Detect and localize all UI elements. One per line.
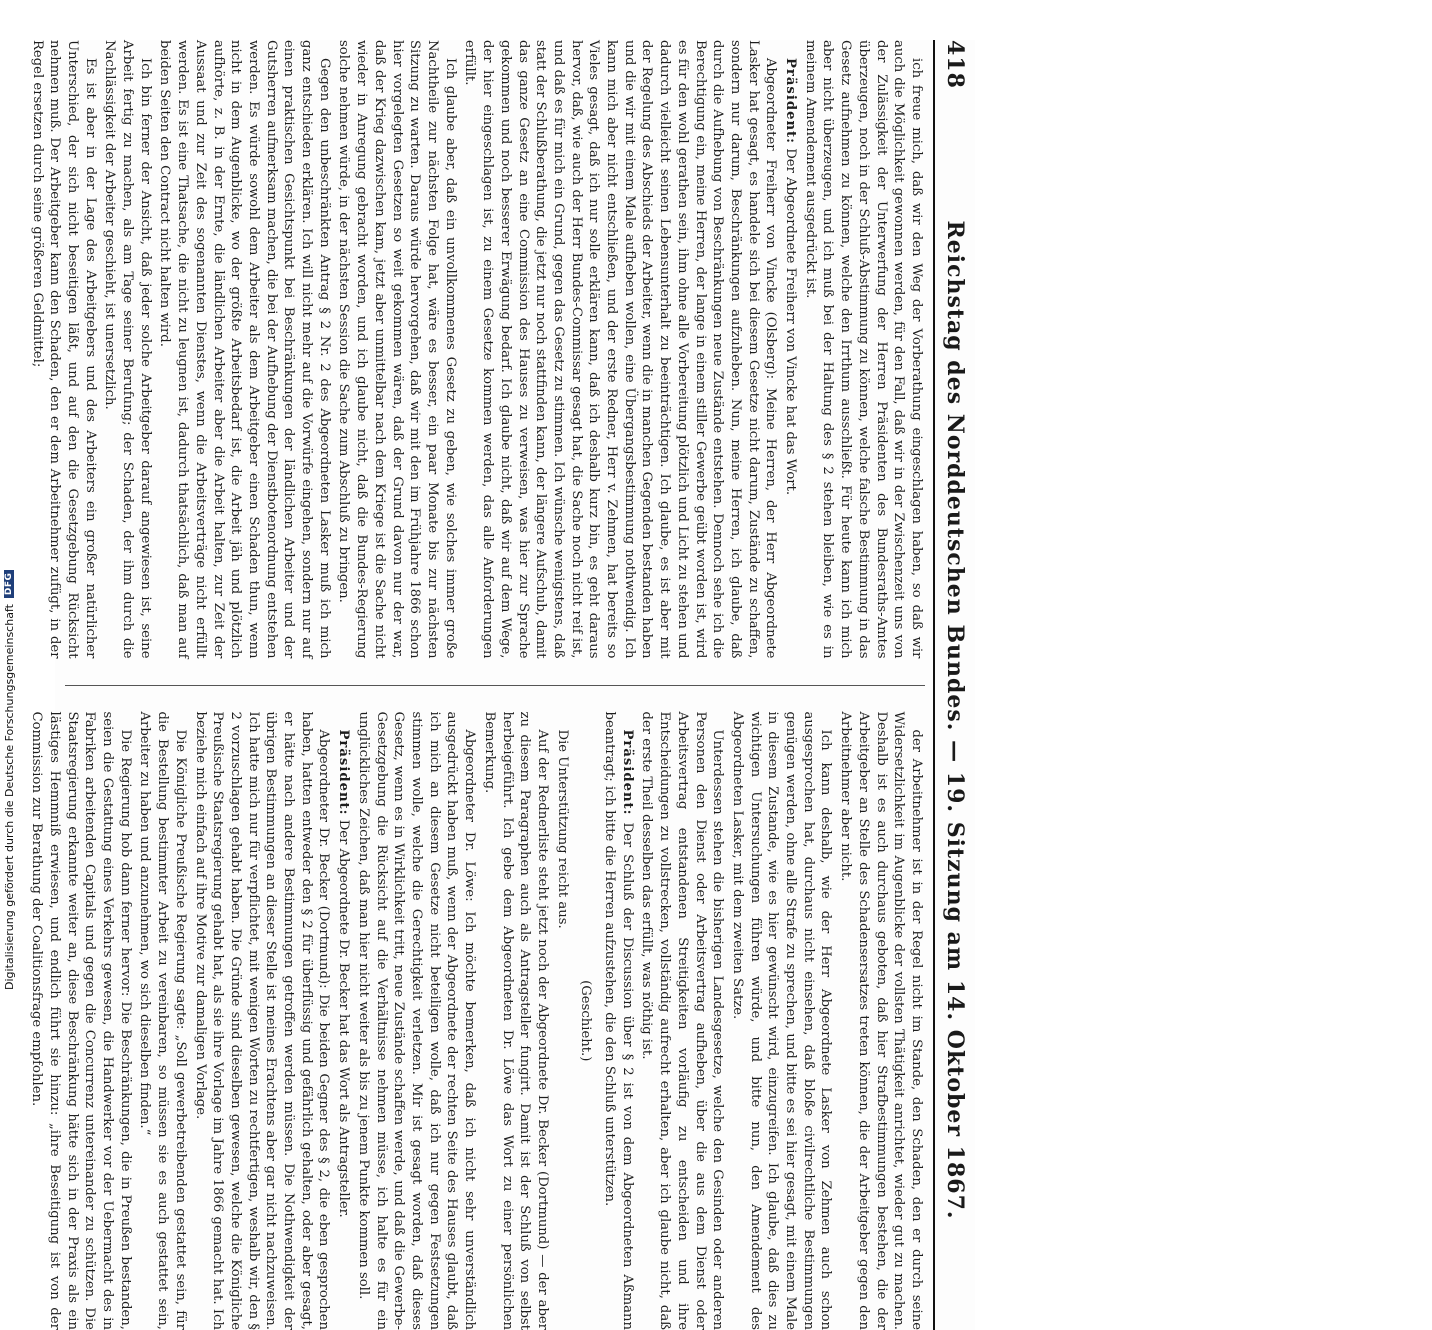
paragraph: Abgeordneter Dr. Becker (Dortmund): Die beiden Gegner des § 2, die eben gesprochen haben, hatten entweder den § 2 für überflüssig und gefährlich gehalten, oder aber gesagt, er hätte nach andere Bestimmungen getroffen werden müssen. Die Nothwendigkeit der übrigen Bestimmungen an dieser Stelle ist meines Erachtens aber gar nicht nachzuweisen. Ich hatte mich nur für verpflichtet, mit wenigen Worten zu rechtfertigen, weshalb wir, den § 2 vorzuschlagen gehabt haben. Die Gründe sind dieselben gewesen, welche die Königliche Preußische Staatsregierung gehabt hat, als sie ihre Vorlage im Jahre 1866 gemacht hat. Ich beziehe mich einfach auf ihre Motive zur damaligen Vorlage.	[191, 712, 333, 1330]
speech-text: Der Abgeordnete Dr. Becker hat das Wort als Antragsteller.	[336, 816, 351, 1218]
column-divider	[65, 685, 925, 686]
digitization-credit	[2, 0, 16, 1000]
dfg-logo: DFG	[4, 570, 14, 599]
paragraph: Gegen den unbeschränkten Antrag § 2 Nr. 2 des Abgeordneten Lasker muß ich mich ganz entschieden erklären. Ich will nicht mehr auf die Vorwürfe eingehen, sondern nur auf einen praktischen Gesichtspunkt bei Beschränkungen der ländlichen Arbeiter und der Gutsherren aufmerksam machen, die bei der Aufhebung der Dienstbotenordnung entstehen werden. Es würde sowohl dem Arbeiter als dem Arbeitgeber einen Schaden thun, wenn nicht in dem Augenblicke, wo der größte Arbeitsbedarf ist, die Arbeit jäh und plötzlich aufhörte, z. B. in der Ernte, die ländlichen Arbeiter aber die Arbeit halten, zur Zeit der Aussaat und zur Zeit des sogenannten Dienstes, wenn die Arbeitsverträge nicht erfüllt werden. Es ist eine Thatsache, die nicht zu leugnen ist, dadurch thatsächlich, daß man auf beiden Seiten den Contract nicht halten wird.	[156, 40, 333, 659]
speech-text: Der Abgeordnete Freiherr von Vincke hat das Wort.	[783, 144, 798, 495]
speech-text: Der Schluß der Discussion über § 2 ist von dem Abgeordneten Aßmann beantragt; ich bitte die Herren aufzustehen, die den Schluß unterstützen.	[602, 712, 635, 1330]
running-head	[933, 40, 975, 1330]
paragraph: Es ist aber in der Lage des Arbeitgebers und des Arbeiters ein großer natürlicher Unterschied, der sich nicht beseitigen läßt, und auf den die Gesetzgebung Rücksicht nehmen muß. Der Arbeitgeber kann den Schaden, den er dem Arbeitnehmer zufügt, in der Regel ersetzen durch seine größeren Geldmittel;	[28, 40, 99, 659]
paragraph: der Arbeitnehmer ist in der Regel nicht im Stande, den Schaden, den er durch seine Widersetzlichkeit im Augenblicke der vollsten Thätigkeit anrichtet, wieder gut zu machen. Deshalb ist es auch durchaus geboten, daß hier Strafbestimmungen bestehen, die der Arbeitgeber an Stelle des Schadensersatzes treten können, die der Arbeitgeber gegen den Arbeitnehmer aber nicht.	[836, 712, 925, 1330]
paragraph: Auf der Rednerliste steht jetzt noch der Abgeordnete Dr. Becker (Dortmund) — der aber zu diesem Paragraphen auch als Antragsteller fungirt. Damit ist der Schluß von selbst herbeigeführt. Ich gebe dem Abgeordneten Dr. Löwe das Wort zu einer persönlichen Bemerkung.	[480, 712, 551, 1330]
paragraph: Ich glaube aber, daß ein unvollkommenes Gesetz zu geben, wie solches immer große Nachtheile zur nächsten Folge hat, wäre es besser, ein paar Monate bis zur nächsten Sitzung zu warten. Daraus würde hervorgehen, daß wir mit den im Frühjahre 1866 schon hier vorgelegten Gesetzen so weit gekommen wären, daß der Grund davon nur der war, daß der Krieg dazwischen kam, jetzt aber unmittelbar nach dem Kriege ist die Sache nicht wieder in Anregung gebracht worden, und ich glaube nicht, daß die Bundes-Regierung solche nehmen würde, in der nächsten Session die Sache zum Abschluß zu bringen.	[335, 40, 459, 659]
page-number: 418	[942, 40, 968, 110]
paragraph: Die Königliche Preußische Regierung sagte: „Soll gewerbetreibenden gestattet sein, für die Bestellung bestimmter Arbeit zu vereinbaren, so müssen sie es auch gestattet sein, Arbeiter zu haben und anzunehmen, wo sich dieselben finden.“	[136, 712, 189, 1330]
text-columns	[65, 40, 925, 1330]
right-column	[65, 712, 925, 1330]
paragraph: Ich bin ferner der Ansicht, daß jeder solche Arbeitgeber darauf angewiesen ist, seine Arbeit fertig zu machen, als am Tage seiner Berufung; der Schaden, der ihm durch die Nachlässigkeit der Arbeiter geschieht, ist unersetzlich.	[101, 40, 154, 659]
paragraph: Abgeordneter Dr. Löwe: Ich möchte bemerken, daß ich nicht sehr unverständlich ausgedrückt haben muß, wenn der Abgeordnete der rechten Seite des Hauses glaubt, daß ich mich an diesem Gesetze nicht beteiligen wolle, daß ich nur gegen Festsetzungen stimmen wolle, welche die Gerechtigkeit verletzen. Mir ist gesagt worden, daß dieses Gesetz, wenn es in Wirklichkeit tritt, neue Zustände schaffen werde, und daß die Gewerbe-Gesetzgebung die Rücksicht auf die Verhältnisse nehmen müsse, ich halte es für ein unglückliches Zeichen, daß man hier nicht weiter als bis zu jenem Punkte kommen soll.	[354, 712, 478, 1330]
paragraph: Die Unterstützung reicht aus.	[553, 712, 571, 1330]
paragraph: Die Regierung hob dann ferner hervor: Die Beschränkungen, die in Preußen bestanden, seien die Gestattung eines Verkehrs gewesen, die Handwerker vor der Uebermacht des in Fabriken arbeitenden Capitals und gegen die Concurrenz untereinander zu schützen. Die Staatsregierung erkannte weiter an, diese Beschränkung hätte sich in der Praxis als ein lästiges Hemmniß erwiesen, und endlich führt sie hinzu: „ihre Beseitigung ist von der Commission zur Berathung der Coalitionsfrage empfohlen.	[28, 712, 134, 1330]
scanned-page	[55, 40, 975, 1330]
speaker-paragraph	[600, 712, 635, 1330]
paragraph: Abgeordneter Freiherr von Vincke (Olsberg): Meine Herren, der Herr Abgeordnete Lasker hat gesagt, es handele sich bei diesem Gesetze nicht darum, Zustände zu schaffen, sondern nur darum, Beschränkungen aufzuheben. Nun, meine Herren, ich glaube, daß durch die Aufhebung von Beschränkungen neue Zustände entstehen. Dennoch sehe ich die Berechtigung ein, meine Herren, der lange in einem stiller Gewerbe geübt worden ist, wird es für den wohl gerathen sein, ihm ohne alle Vorbereitung plötzlich und Licht zu stehen und dadurch vielleicht seinen Lebensunterhalt zu beeinträchtigen. Ich glaube, es ist aber mit der Regelung des Abschieds der Arbeiter, wenn die in manchen Gegenden bestanden haben und die wir mit einem Male aufheben wollen, eine Übergangsbestimmung nothwendig. Ich kann mich aber nicht entschließen, und der erste Redner, Herr v. Zehmen, hat bereits so Vieles gesagt, daß ich nur solle erklären kann, daß ich deshalb kurz bin, es geht daraus hervor, daß, wie auch der Herr Bundes-Commissar gesagt hat, die Sache noch nicht reif ist, und daß es für mich ein Grund, gegen das Gesetz zu stimmen. Ich wünsche wenigstens, daß statt der Schlußberathung, die jetzt nur noch stattfinden kann, der längere Aufschub, damit das ganze Gesetz an eine Commission des Hauses zu verweisen, was hier zur Sprache gekommen und noch besserer Erwägung bedarf. Ich glaube nicht, daß wir auf dem Wege, der hier eingeschlagen ist, zu einem Gesetze kommen werden, das alle Anforderungen erfüllt.	[461, 40, 780, 659]
speaker-name: Präsident:	[336, 730, 351, 816]
paragraph: ich freue mich, daß wir den Weg der Vorberathung eingeschlagen haben, so daß wir auch die Möglichkeit gewonnen werden, für den Fall, daß wir in der Zwischenzeit uns von der Zulässigkeit der Unterwerfung der Herren Präsidenten des Bundesraths-Amtes überzeugen, noch in der Schluß-Abstimmung zu können, welche falsche Bestimmung in das Gesetz aufnehmen zu können, welche den Irrthum ausschließt. Für heute kann ich mich aber nicht überzeugen, und ich muß bei der Haltung des § 2 stehen bleiben, wie es in meinem Amendement ausgedrückt ist.	[801, 40, 925, 659]
speaker-paragraph	[781, 40, 799, 659]
paragraph: Unterdessen stehen die bisherigen Landesgesetze, welche den Gesinden oder anderen Personen den Dienst oder Arbeitsvertrag aufheben, über die aus dem Dienst oder Arbeitsvertrag entstandenen Streitigkeiten vorläufig zu entscheiden und ihre Entscheidungen zu vollstrecken, vollständig aufrecht erhalten, aber ich glaube nicht, daß der erste Theil desselben das erfüllt, was nöthig ist.	[638, 712, 727, 1330]
speaker-paragraph	[335, 712, 353, 1330]
paragraph: Ich kann deshalb, wie der Herr Abgeordnete Lasker von Zehmen auch schon ausgesprochen hat, durchaus nicht einsehen, daß bloße civilrechtliche Bestimmungen genügen werden, ohne alle Strafe zu sprechen, und bitte es sei hier gesagt, mit einem Male in diesem Zustande, wie es hier gewünscht wird, einzugreifen. Ich glaube, daß dies zu wichtigen Untersuchungen führen würde, und bitte nun, den Amendement des Abgeordneten Lasker, mit dem zweiten Satze.	[728, 712, 834, 1330]
speaker-name: Präsident:	[620, 730, 635, 816]
credit-text: Digitalisierung gefördert durch die Deutsche Forschungsgemeinschaft	[3, 604, 16, 990]
running-head-title: Reichstag des Norddeutschen Bundes. — 19. Sitzung am 14. Oktober 1867.	[942, 110, 968, 1330]
speaker-name: Präsident:	[783, 58, 798, 144]
stage-direction: (Geschieht.)	[577, 712, 595, 1330]
left-column	[65, 40, 925, 659]
